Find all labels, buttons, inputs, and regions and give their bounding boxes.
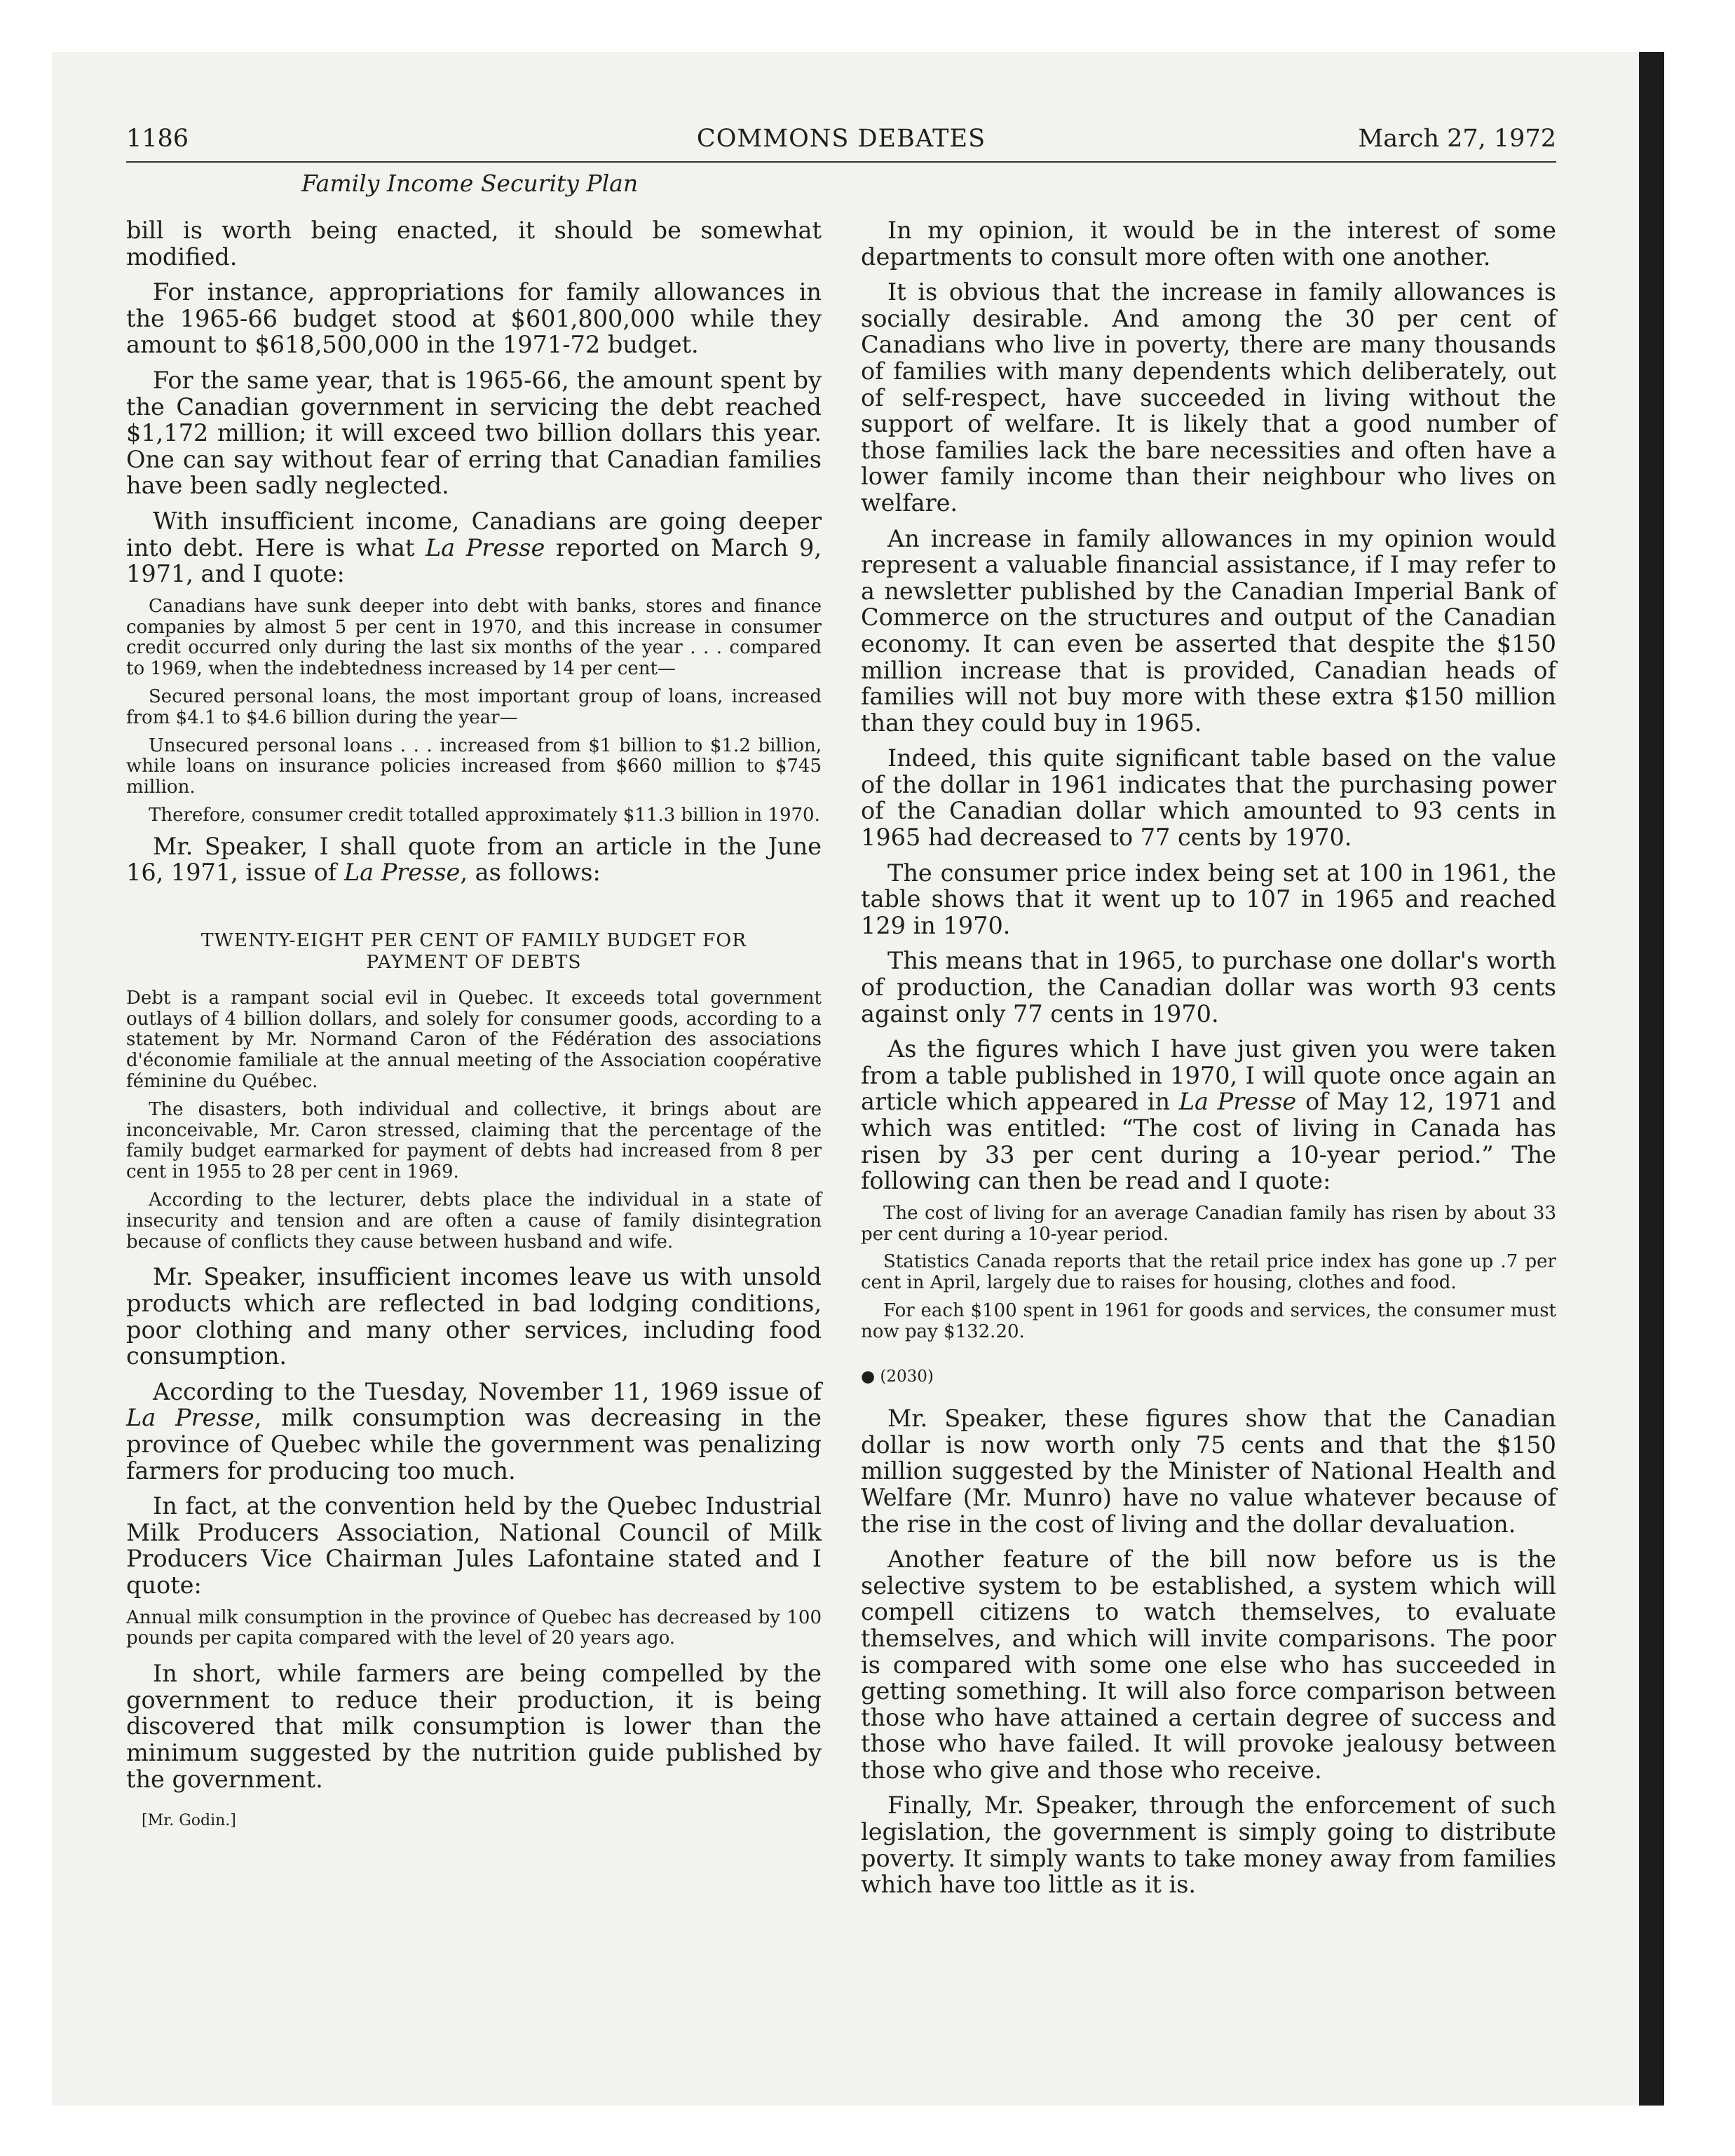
page-date: March 27, 1972 xyxy=(1358,125,1556,153)
running-title: Family Income Security Plan xyxy=(301,170,639,197)
block-quote: Debt is a rampant social evil in Quebec. It exceeds total government outlays of 4 billion dollars, and solely for consumer goods, according to a statement by Mr. Normand Caron of the Fédération des associations d'économie familiale at the annual meeting of the Association coopérative féminine du Québec. xyxy=(126,987,822,1093)
paragraph: The consumer price index being set at 100 in 1961, the table shows that it went up to 107 in 1965 and reached 129 in 1970. xyxy=(861,859,1556,939)
block-quote: Statistics Canada reports that the retail price index has gone up .7 per cent in April, largely due to raises for housing, clothes and food. xyxy=(861,1251,1556,1294)
paragraph: In my opinion, it would be in the interest of some departments to consult more often with one another. xyxy=(861,217,1556,271)
block-quote: According to the lecturer, debts place the individual in a state of insecurity and tension and are often a cause of family disintegration because of conflicts they cause between husband and wife. xyxy=(126,1189,822,1253)
block-quote: The disasters, both individual and collective, it brings about are inconceivable, Mr. Caron stressed, claiming that the percentage of the family budget earmarked for payment of debts had increased from 8 per cent in 1955 to 28 per cent in 1969. xyxy=(126,1098,822,1183)
speaker-attribution: [Mr. Godin.] xyxy=(142,1812,236,1830)
block-quote: Canadians have sunk deeper into debt with banks, stores and finance companies by almost 5 per cent in 1970, and this increase in consumer credit occurred only during the last six months of the year . . . compared to 1969, when the indebtedness increased by 14 per cent— xyxy=(126,595,822,680)
publication-title: COMMONS DEBATES xyxy=(696,125,986,153)
page-header xyxy=(126,121,1556,163)
paragraph: Mr. Speaker, these figures show that the Canadian dollar is now worth only 75 cents and that the $150 million suggested by the Minister of National Health and Welfare (Mr. Munro) have no value whatever because of the rise in the cost of living and the dollar devaluation. xyxy=(861,1405,1556,1538)
paragraph: Mr. Speaker, I shall quote from an article in the June 16, 1971, issue of La Presse, as follows: xyxy=(126,832,822,887)
paragraph: Mr. Speaker, insufficient incomes leave us with unsold products which are reflected in bad lodging conditions, poor clothing and many other services, including food consumption. xyxy=(126,1263,822,1370)
block-quote: Secured personal loans, the most important group of loans, increased from $4.1 to $4.6 billion during the year— xyxy=(126,685,822,728)
paragraph: In short, while farmers are being compelled by the government to reduce their production, it is being discovered that milk consumption is lower than the minimum suggested by the nutrition guide published by the government. xyxy=(126,1660,822,1793)
block-quote: The cost of living for an average Canadian family has risen by about 33 per cent during a 10-year period. xyxy=(861,1202,1556,1245)
paragraph: For the same year, that is 1965-66, the amount spent by the Canadian government in servicing the debt reached $1,172 million; it will exceed two billion dollars this year. One can say without fear of erring that Canadian families have been sadly neglected. xyxy=(126,366,822,500)
paragraph: An increase in family allowances in my opinion would represent a valuable financial assistance, if I may refer to a newsletter published by the Canadian Imperial Bank of Commerce on the structures and output of the Canadian economy. It can even be asserted that despite the $150 million increase that is provided, Canadian heads of families will not buy more with these extra $150 million than they could buy in 1965. xyxy=(861,524,1556,737)
right-column xyxy=(861,217,1556,1907)
block-quote: Unsecured personal loans . . . increased from $1 billion to $1.2 billion, while loans on insurance policies increased from $660 million to $745 million. xyxy=(126,735,822,798)
paragraph: With insufficient income, Canadians are going deeper into debt. Here is what La Presse reported on March 9, 1971, and I quote: xyxy=(126,507,822,588)
paragraph: As the figures which I have just given you were taken from a table published in 1970, I will quote once again an article which appeared in La Presse of May 12, 1971 and which was entitled: “The cost of living in Canada has risen by 33 per cent during a 10-year period.” The following can then be read and I quote: xyxy=(861,1035,1556,1195)
block-quote: Annual milk consumption in the province of Quebec has decreased by 100 pounds per capita compared with the level of 20 years ago. xyxy=(126,1606,822,1649)
paragraph: For instance, appropriations for family allowances in the 1965-66 budget stood at $601,800,000 while they amount to $618,500,000 in the 1971-72 budget. xyxy=(126,278,822,359)
time-marker: ● (2030) xyxy=(861,1367,934,1386)
paragraph: Indeed, this quite significant table based on the value of the dollar in 1961 indicates that the purchasing power of the Canadian dollar which amounted to 93 cents in 1965 had decreased to 77 cents by 1970. xyxy=(861,744,1556,852)
block-quote: For each $100 spent in 1961 for goods and services, the consumer must now pay $132.20. xyxy=(861,1299,1556,1342)
paragraph: bill is worth being enacted, it should be somewhat modified. xyxy=(126,217,822,271)
paragraph: According to the Tuesday, November 11, 1969 issue of La Presse, milk consumption was decreasing in the province of Quebec while the government was penalizing farmers for producing too much. xyxy=(126,1377,822,1485)
paragraph: It is obvious that the increase in family allowances is socially desirable. And among the 30 per cent of Canadians who live in poverty, there are many thousands of families with many dependents which deliberately, out of self-respect, have succeeded in living without the support of welfare. It is likely that a good number of those families lack the bare necessities and often have a lower family income than their neighbour who lives on welfare. xyxy=(861,278,1556,517)
left-column xyxy=(126,217,822,1843)
scan-edge-shadow xyxy=(1639,52,1664,2106)
paragraph: Finally, Mr. Speaker, through the enforcement of such legislation, the government is simply going to distribute poverty. It simply wants to take money away from families which have too little as it is. xyxy=(861,1792,1556,1899)
page-number: 1186 xyxy=(126,125,189,153)
article-heading: TWENTY-EIGHT PER CENT OF FAMILY BUDGET FOR PAYMENT OF DEBTS xyxy=(200,929,747,973)
block-quote: Therefore, consumer credit totalled approximately $11.3 billion in 1970. xyxy=(149,804,820,826)
paragraph: Another feature of the bill now before us is the selective system to be established, a system which will compell citizens to watch themselves, to evaluate themselves, and which will invite comparisons. The poor is compared with some one else who has succeeded in getting something. It will also force comparison between those who have attained a certain degree of success and those who have failed. It will provoke jealousy between those who give and those who receive. xyxy=(861,1546,1556,1784)
paragraph: In fact, at the convention held by the Quebec Industrial Milk Producers Association, National Council of Milk Producers Vice Chairman Jules Lafontaine stated and I quote: xyxy=(126,1492,822,1599)
paragraph: This means that in 1965, to purchase one dollar's worth of production, the Canadian dollar was worth 93 cents against only 77 cents in 1970. xyxy=(861,947,1556,1028)
